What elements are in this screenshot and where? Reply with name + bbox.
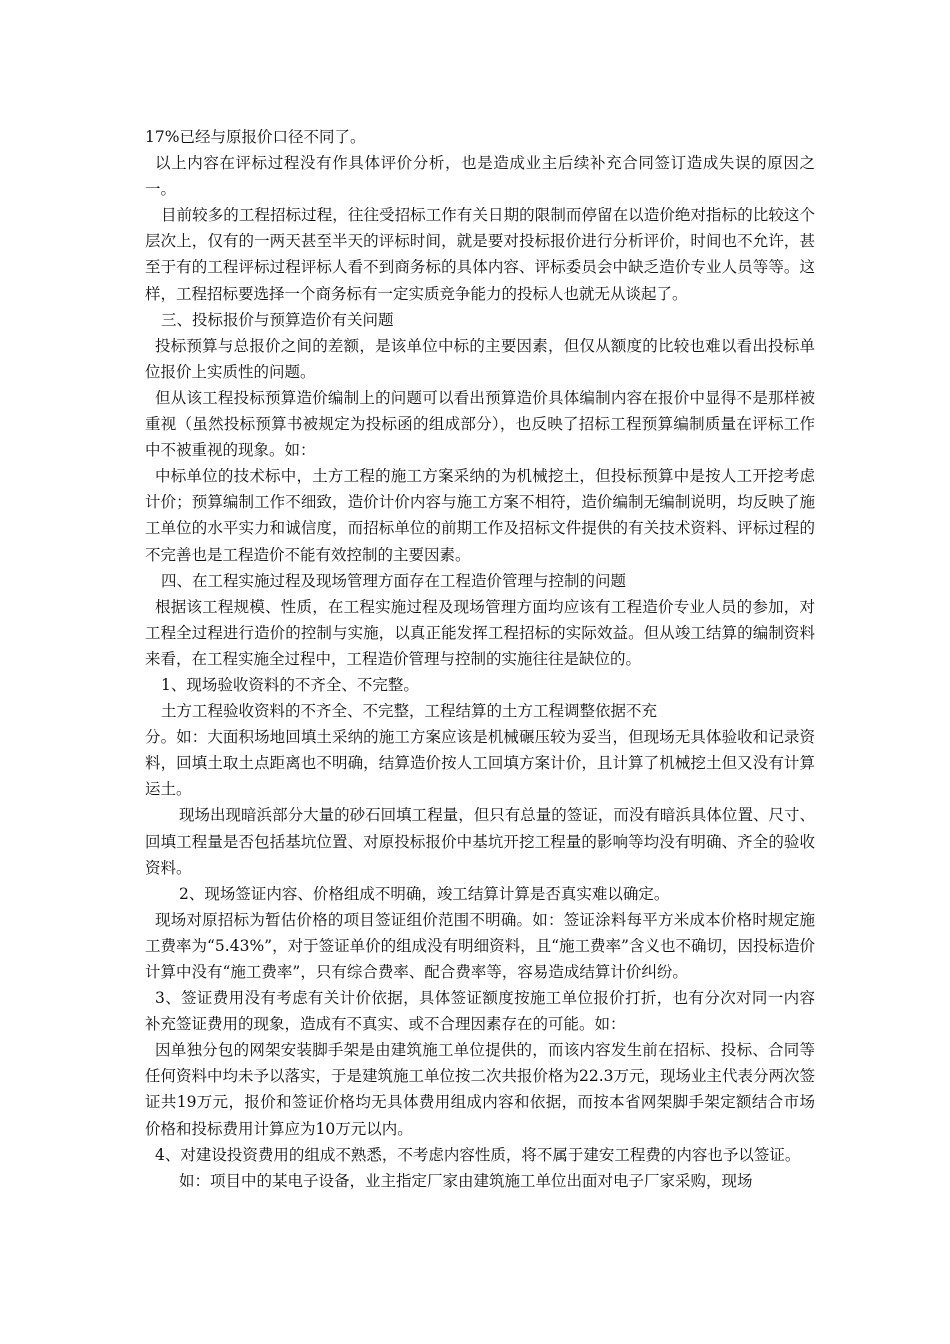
paragraph-13: 现场出现暗浜部分大量的砂石回填工程量，但只有总量的签证，而没有暗浜具体位置、尺寸、回填工程量是否包括基坑位置、对原投标报价中基坑开挖工程量的影响等均没有明确、齐全的验收资料。 bbox=[145, 806, 815, 877]
paragraph-19: 如：项目中的某电子设备，业主指定厂家由建筑施工单位出面对电子厂家采购，现场 bbox=[179, 1171, 753, 1190]
paragraph-3: 目前较多的工程招标过程，往往受招标工作有关日期的限制而停留在以造价绝对指标的比较这个层次上，仅有的一两天甚至半天的评标时间，就是要对投标报价进行分析评价，时间也不允许，甚至于有的工程评标过程评标人看不到商务标的具体内容、评标委员会中缺乏造价专业人员等等。这样，工程招标要选择一个商务标有一定实质竞争能力的投标人也就无从谈起了。 bbox=[145, 206, 815, 303]
section-heading-4: 四、在工程实施过程及现场管理方面存在工程造价管理与控制的问题 bbox=[161, 571, 627, 590]
paragraph-15: 现场对原招标为暂估价格的项目签证组价范围不明确。如：签证涂料每平方米成本价格时规定施工费率为“5.43%”，对于签证单价的组成没有明细资料，且“施工费率”含义也不确切，因投标造价计算中没有“施工费率”，只有综合费率、配合费率等，容易造成结算计价纠纷。 bbox=[145, 910, 815, 981]
paragraph-6: 但从该工程投标预算造价编制上的问题可以看出预算造价具体编制内容在报价中显得不是那样被重视（虽然投标预算书被规定为投标函的组成部分），也反映了招标工程预算编制质量在评标工作中不被重视的现象。如： bbox=[145, 388, 815, 460]
section-heading-3: 三、投标报价与预算造价有关问题 bbox=[161, 310, 394, 329]
subheading-4: 4、对建设投资费用的组成不熟悉，不考虑内容性质，将不属于建安工程费的内容也予以签证。 bbox=[155, 1145, 801, 1164]
paragraph-1: 17%已经与原报价口径不同了。 bbox=[145, 128, 366, 146]
paragraph-11: 土方工程验收资料的不齐全、不完整，工程结算的土方工程调整依据不充 bbox=[161, 702, 658, 721]
paragraph-17: 因单独分包的网架安装脚手架是由建筑施工单位提供的，而该内容发生前在招标、投标、合同等任何资料中均未予以落实，于是建筑施工单位按二次共报价格为22.3万元，现场业主代表分两次签证共19万元，报价和签证价格均无具体费用组成内容和依据，而按本省网架脚手架定额结合市场价格和投标费用计算应为10万元以内。 bbox=[145, 1041, 816, 1138]
subheading-3: 3、签证费用没有考虑有关计价依据，具体签证额度按施工单位报价打折，也有分次对同一内容补充签证费用的现象，造成有不真实、或不合理因素存在的可能。如： bbox=[145, 989, 815, 1034]
paragraph-9: 根据该工程规模、性质，在工程实施过程及现场管理方面均应该有工程造价专业人员的参加，对工程全过程进行造价的控制与实施，以真正能发挥工程招标的实际效益。但从竣工结算的编制资料来看，在工程实施全过程中，工程造价管理与控制的实施往往是缺位的。 bbox=[145, 597, 815, 668]
paragraph-12: 分。如：大面积场地回填土采纳的施工方案应该是机械碾压较为妥当，但现场无具体验收和记录资料，回填土取土点距离也不明确，结算造价按人工回填方案计价，且计算了机械挖土但又没有计算运土。 bbox=[145, 728, 815, 799]
subheading-2: 2、现场签证内容、价格组成不明确，竣工结算计算是否真实难以确定。 bbox=[179, 884, 670, 903]
document-body bbox=[145, 124, 815, 1194]
paragraph-2: 以上内容在评标过程没有作具体评价分析，也是造成业主后续补充合同签订造成失误的原因之一。 bbox=[145, 154, 815, 199]
paragraph-5: 投标预算与总报价之间的差额，是该单位中标的主要因素，但仅从额度的比较也难以看出投标单位报价上实质性的问题。 bbox=[145, 336, 815, 381]
paragraph-7: 中标单位的技术标中，土方工程的施工方案采纳的为机械挖土，但投标预算中是按人工开挖考虑计价；预算编制工作不细致，造价计价内容与施工方案不相符，造价编制无编制说明，均反映了施工单位的水平实力和诚信度，而招标单位的前期工作及招标文件提供的有关技术资料、评标过程的不完善也是工程造价不能有效控制的主要因素。 bbox=[145, 467, 815, 564]
subheading-1: 1、现场验收资料的不齐全、不完整。 bbox=[161, 675, 419, 694]
